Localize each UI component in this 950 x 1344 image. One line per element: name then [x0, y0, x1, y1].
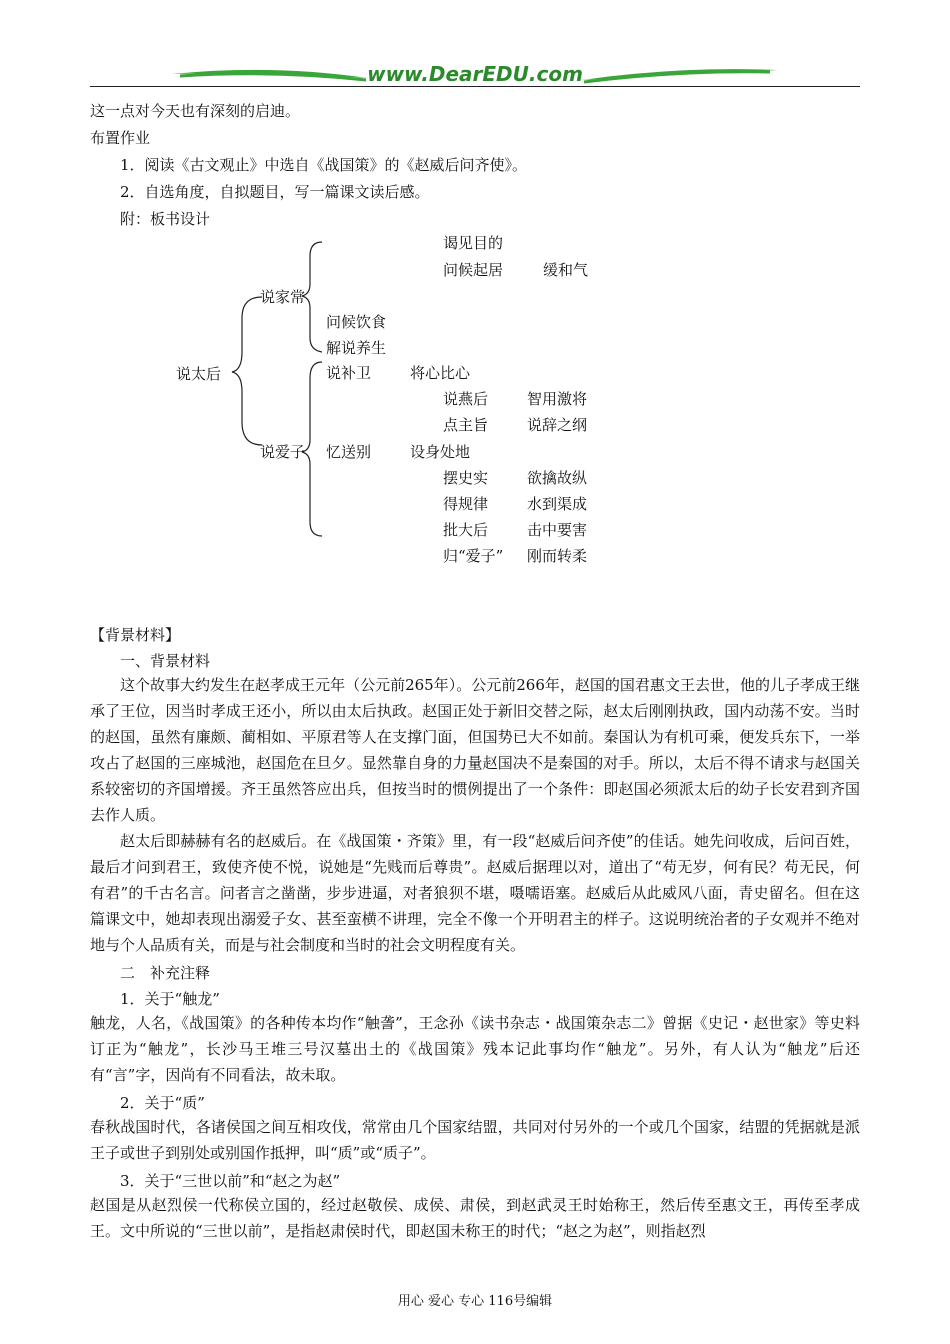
diagram-node: 说补卫 [326, 364, 372, 382]
diagram-note: 缓和气 [543, 261, 589, 279]
paragraph-text: 触龙，人名，《战国策》的各种传本均作“触詟”，王念孙《读书杂志・战国策杂志二》曾据《史记・赵世家》等史料订正为“触龙”，长沙马王堆三号汉墓出土的《战国策》残本记此事均作“触龙”。另外，有人认为“触龙”后还有“言”字，因尚有不同看法，故未取。 [90, 1014, 860, 1084]
diagram-note: 智用激将 [527, 390, 588, 408]
paragraph [90, 672, 860, 828]
footer: 用心 爱心 专心 116号编辑 [397, 1294, 553, 1309]
diagram-note: 设身处地 [410, 443, 471, 461]
diagram-branch: 说家常 [260, 288, 306, 306]
paragraph [90, 828, 860, 958]
paragraph [90, 1010, 860, 1088]
diagram-node: 说燕后 [443, 390, 489, 408]
paragraph [90, 1192, 860, 1244]
subsection-title: 一、背景材料 [120, 652, 211, 670]
diagram-node: 归“爱子” [443, 547, 504, 565]
logo-text: www.DearEDU.com [367, 62, 583, 86]
paragraph-text: 这个故事大约发生在赵孝成王元年（公元前265年）。公元前266年，赵国的国君惠文王去世，他的儿子孝成王继承了王位，因当时孝成王还小，所以由太后执政。赵国正处于新旧交替之际，赵太后刚刚执政，国内动荡不安。当时的赵国，虽然有廉颇、蔺相如、平原君等人在支撑门面，但国势已大不如前。秦国认为有机可乘，便发兵东下，一举攻占了赵国的三座城池，赵国危在旦夕。显然靠自身的力量赵国决不是秦国的对手。所以，太后不得不请求与赵国关系较密切的齐国增援。齐王虽然答应出兵，但按当时的惯例提出了一个条件：即赵国必须派太后的幼子长安君到齐国去作人质。 [90, 676, 861, 824]
diagram-node: 解说养生 [326, 339, 387, 357]
diagram-node: 点主旨 [443, 416, 489, 434]
section-title: 【背景材料】 [90, 626, 181, 644]
diagram-node: 得规律 [443, 495, 489, 513]
diagram-note: 水到渠成 [527, 495, 588, 513]
appendix-label: 附：板书设计 [120, 210, 211, 228]
diagram-node: 批大后 [443, 521, 489, 539]
paragraph-text: 赵国是从赵烈侯一代称侯立国的，经过赵敬侯、成侯、肃侯，到赵武灵王时始称王，然后传至惠文王，再传至孝成王。文中所说的“三世以前”，是指赵肃侯时代，即赵国未称王的时代；“赵之为赵”，则指赵烈 [90, 1196, 860, 1240]
paragraph-text: 赵太后即赫赫有名的赵威后。在《战国策・齐策》里，有一段“赵威后问齐使”的佳话。她先问收成，后问百姓，最后才问到君王，致使齐使不悦，说她是“先贱而后尊贵”。赵威后据理以对，道出了“苟无岁，何有民？苟无民，何有君”的千古名言。问者言之凿凿，步步进逼，对者狼狈不堪，嗫嚅语塞。赵威后从此威风八面，青史留名。但在这篇课文中，她却表现出溺爱子女、甚至蛮横不讲理，完全不像一个开明君主的样子。这说明统治者的子女观并不绝对地与个人品质有关，而是与社会制度和当时的社会文明程度有关。 [90, 832, 860, 954]
diagram-node: 摆史实 [443, 469, 489, 487]
note-title: 1．关于“触龙” [120, 990, 220, 1008]
diagram-node: 问候饮食 [326, 313, 387, 331]
diagram-node: 问候起居 [443, 261, 504, 279]
note-title: 3．关于“三世以前”和“赵之为赵” [120, 1172, 341, 1190]
diagram-note: 欲擒故纵 [527, 469, 588, 487]
note-title: 2．关于“质” [120, 1094, 205, 1112]
text-line: 这一点对今天也有深刻的启迪。 [90, 102, 301, 120]
homework-title: 布置作业 [90, 129, 151, 147]
paragraph-text: 春秋战国时代，各诸侯国之间互相攻伐，常常由几个国家结盟，共同对付另外的一个或几个国家，结盟的凭据就是派王子或世子到别处或别国作抵押，叫“质”或“质子”。 [90, 1118, 860, 1162]
diagram-note: 说辞之纲 [527, 416, 588, 434]
diagram-note: 将心比心 [410, 364, 471, 382]
homework-item: 1．阅读《古文观止》中选自《战国策》的《赵威后问齐使》。 [120, 156, 528, 174]
diagram-branch: 说爱子 [260, 443, 306, 461]
diagram-node: 忆送别 [326, 443, 372, 461]
subsection-title: 二 补充注释 [120, 964, 211, 982]
diagram-note: 刚而转柔 [527, 547, 588, 565]
homework-item: 2．自选角度，自拟题目，写一篇课文读后感。 [120, 183, 430, 201]
paragraph [90, 1114, 860, 1166]
diagram-node: 谒见目的 [443, 234, 504, 252]
diagram-root: 说太后 [176, 365, 222, 383]
diagram-note: 击中要害 [527, 521, 588, 539]
